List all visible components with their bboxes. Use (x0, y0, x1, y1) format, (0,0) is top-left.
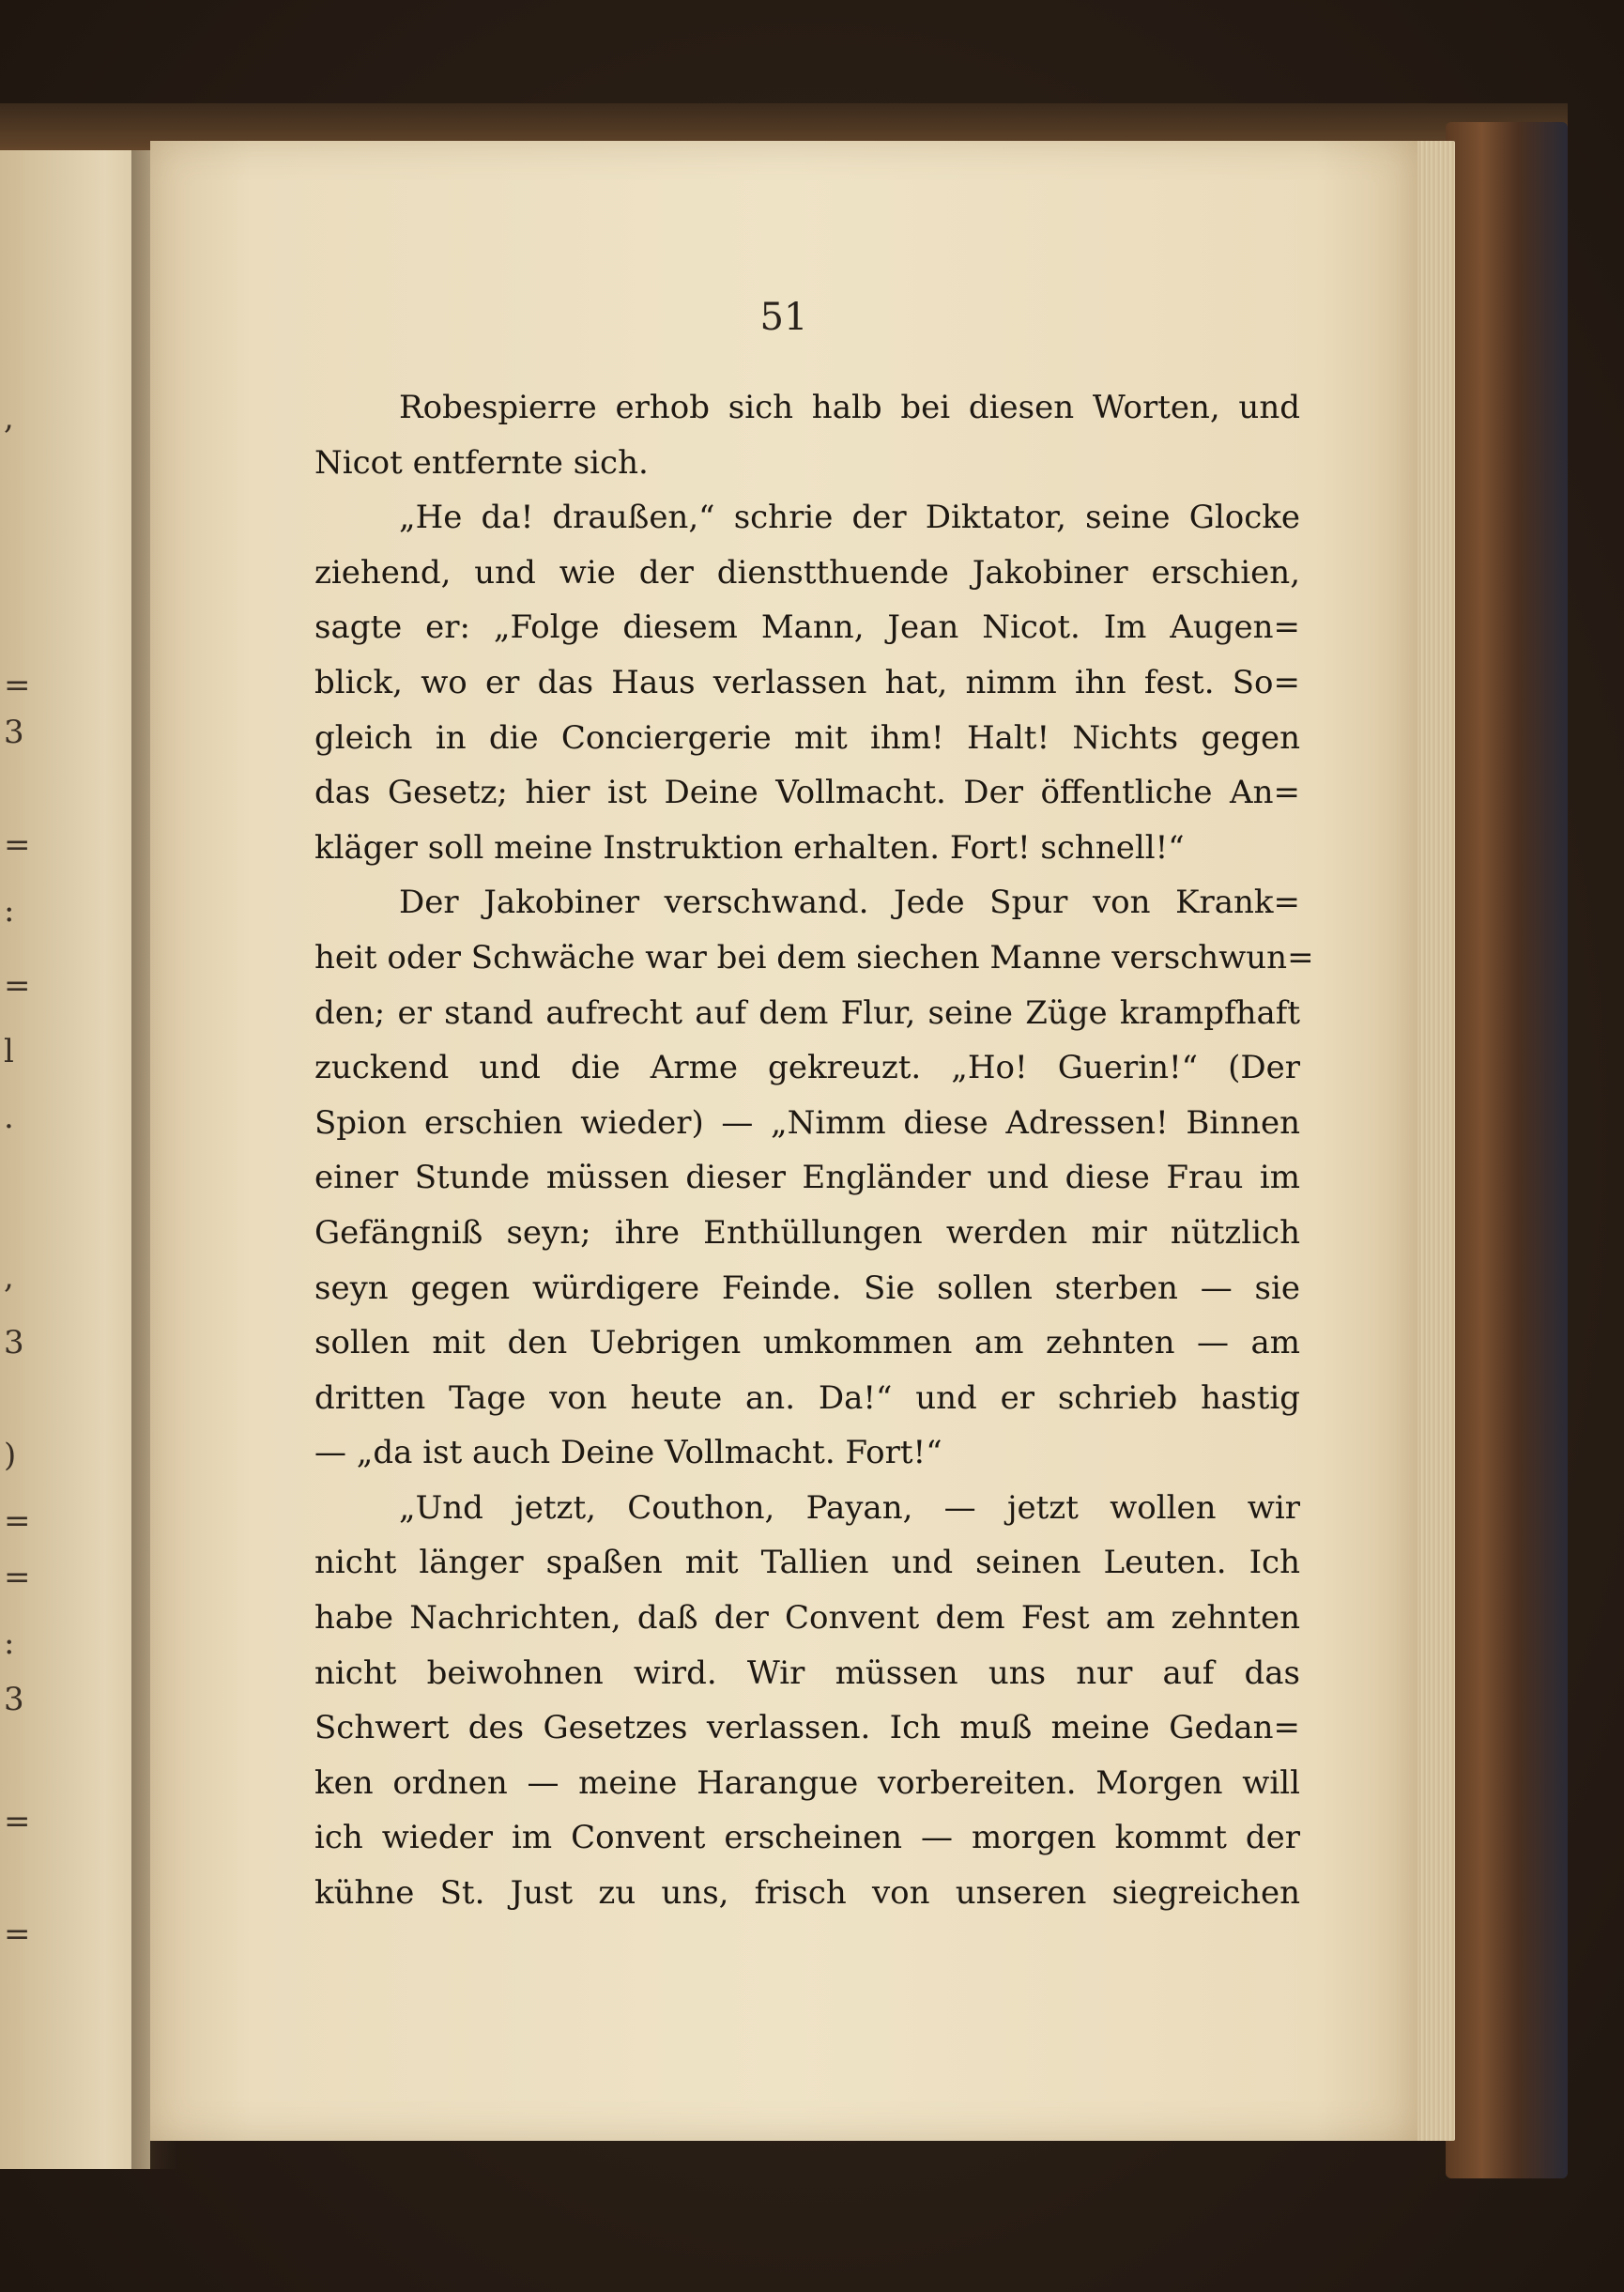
page-number: 51 (759, 296, 808, 339)
left-edge-mark: = (4, 826, 31, 864)
book-page (150, 141, 1417, 2141)
left-edge-mark: : (4, 892, 15, 930)
left-edge-mark: = (4, 967, 31, 1005)
text-line: dritten Tage von heute an. Da!“ und er schrieb hastig (314, 1378, 1300, 1417)
left-edge-mark: = (4, 1559, 31, 1596)
text-line: „He da! draußen,“ schrie der Diktator, seine Glocke (399, 499, 1300, 537)
book-cover-edge (1446, 122, 1568, 2178)
text-line: blick, wo er das Haus verlassen hat, nimm ihn fest. So= (314, 663, 1300, 701)
text-line: seyn gegen würdigere Feinde. Sie sollen sterben — sie (314, 1269, 1300, 1307)
left-edge-mark: , (4, 1258, 14, 1296)
left-edge-mark: 3 (4, 1681, 24, 1718)
left-edge-mark: = (4, 667, 31, 704)
text-line: kühne St. Just zu uns, frisch von unseren siegreichen (314, 1874, 1300, 1913)
text-line: einer Stunde müssen dieser Engländer und diese Frau im (314, 1159, 1300, 1197)
text-line: sollen mit den Uebrigen umkommen am zehnten — am (314, 1324, 1300, 1362)
text-line: sagte er: „Folge diesem Mann, Jean Nicot. Im Augen= (314, 608, 1300, 647)
text-line: ken ordnen — meine Harangue vorbereiten. Morgen will (314, 1763, 1300, 1802)
text-line: das Gesetz; hier ist Deine Vollmacht. Der öffentliche An= (314, 774, 1300, 812)
text-line: Nicot entfernte sich. (314, 443, 649, 482)
left-edge-mark: ) (4, 1437, 17, 1474)
text-line: Robespierre erhob sich halb bei diesen Worten, und (399, 389, 1300, 426)
text-line: Spion erschien wieder) — „Nimm diese Adressen! Binnen (314, 1103, 1300, 1142)
page-body-text (314, 380, 1314, 1921)
text-line: nicht länger spaßen mit Tallien und seinen Leuten. Ich (314, 1544, 1300, 1582)
text-line: nicht beiwohnen wird. Wir müssen uns nur auf das (314, 1654, 1300, 1692)
text-line: „Und jetzt, Couthon, Payan, — jetzt wollen wir (399, 1488, 1300, 1527)
left-edge-mark: = (4, 1502, 31, 1540)
text-line: heit oder Schwäche war bei dem siechen Manne verschwun= (314, 938, 1314, 977)
text-line: zuckend und die Arme gekreuzt. „Ho! Guerin!“ (Der (314, 1049, 1300, 1087)
text-line: kläger soll meine Instruktion erhalten. Fort! schnell!“ (314, 828, 1185, 867)
text-line: Schwert des Gesetzes verlassen. Ich muß meine Gedan= (314, 1709, 1300, 1747)
text-line: den; er stand aufrecht auf dem Flur, seine Züge krampfhaft (314, 993, 1300, 1032)
text-line: habe Nachrichten, daß der Convent dem Fest am zehnten (314, 1599, 1300, 1638)
left-page-edge-marks (0, 150, 38, 2169)
left-edge-mark: 3 (4, 714, 24, 751)
text-line: Gefängniß seyn; ihre Enthüllungen werden mir nützlich (314, 1213, 1300, 1252)
left-facing-page (0, 150, 150, 2169)
text-line: gleich in die Conciergerie mit ihm! Halt! Nichts gegen (314, 718, 1300, 757)
left-edge-mark: = (4, 1915, 31, 1953)
left-edge-mark: . (4, 1099, 14, 1136)
left-edge-mark: : (4, 1624, 15, 1662)
text-line: Der Jakobiner verschwand. Jede Spur von Krank= (399, 884, 1300, 922)
text-line: ziehend, und wie der dienstthuende Jakobiner erschien, (314, 553, 1300, 592)
left-edge-mark: l (4, 1033, 14, 1070)
left-edge-mark: = (4, 1803, 31, 1840)
text-line: ich wieder im Convent erscheinen — morgen kommt der (314, 1819, 1300, 1857)
left-edge-mark: 3 (4, 1324, 24, 1361)
text-line: — „da ist auch Deine Vollmacht. Fort!“ (314, 1434, 942, 1472)
left-edge-mark: , (4, 399, 14, 437)
